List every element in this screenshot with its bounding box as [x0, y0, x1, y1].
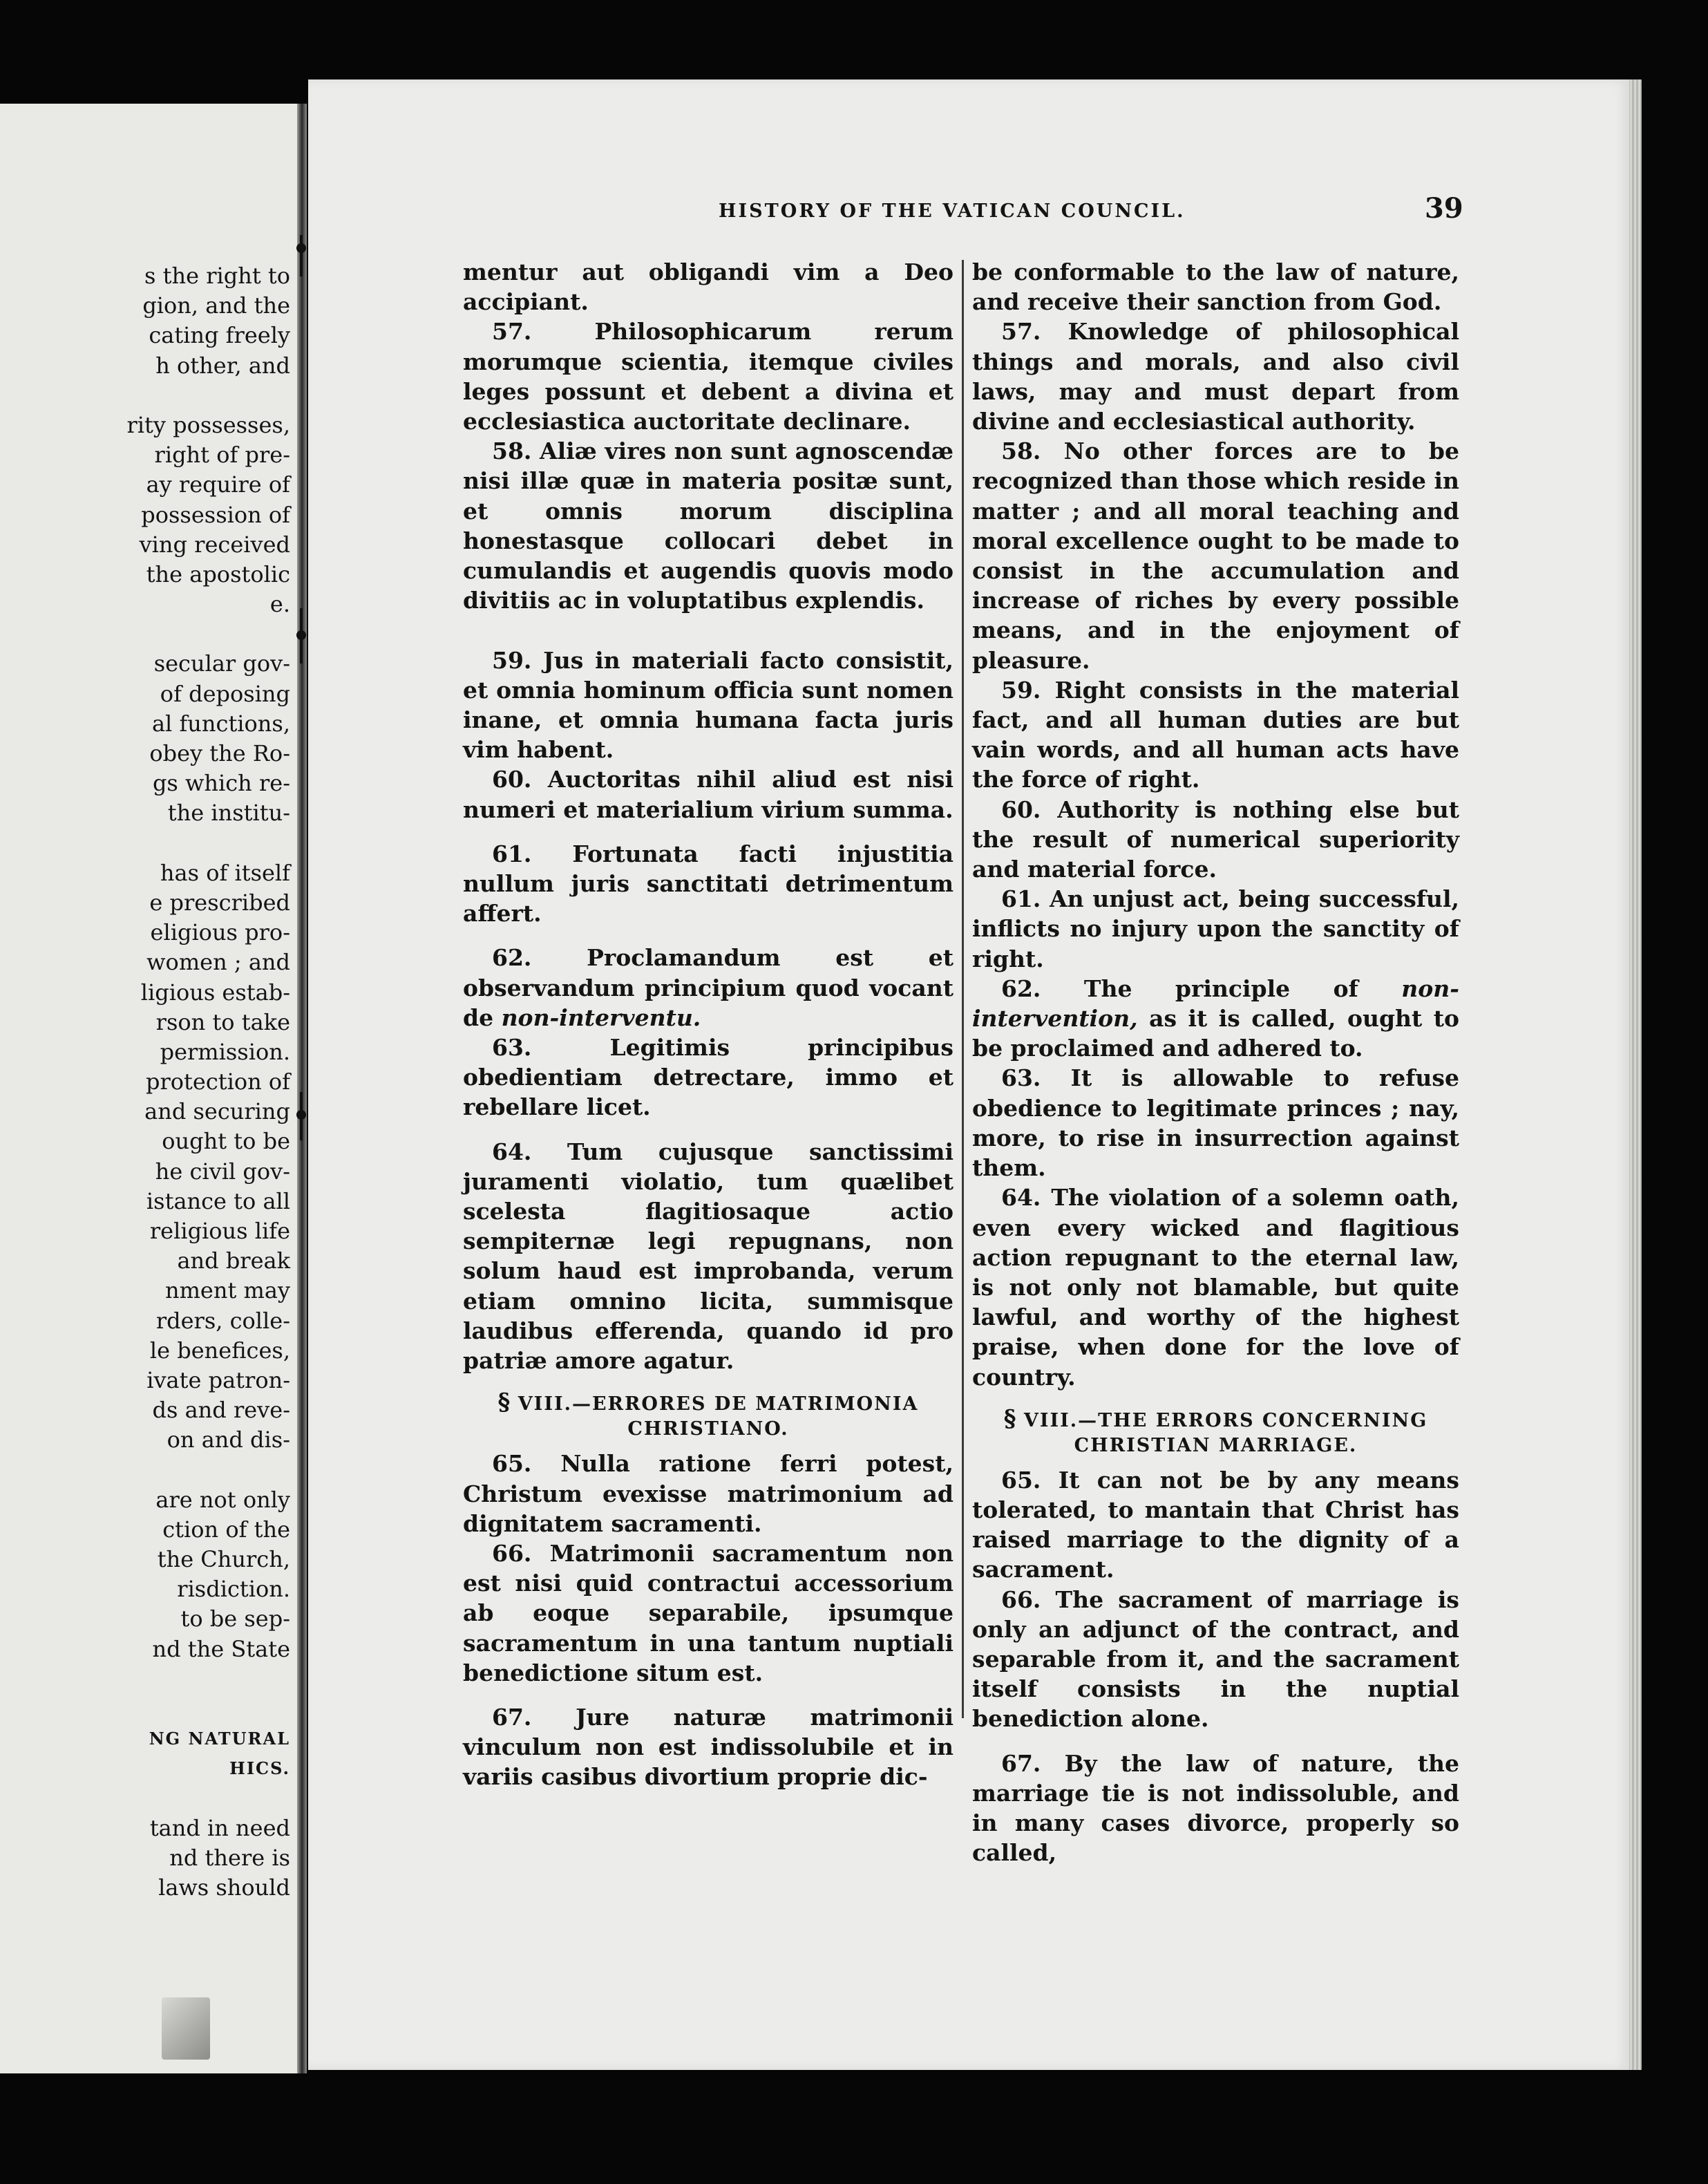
previous-page-line: cating freely [149, 322, 290, 349]
previous-page-line: al functions, [151, 710, 290, 737]
previous-page-line: has of itself [160, 859, 290, 886]
previous-page-line: h other, and [155, 352, 290, 379]
previous-page-line: of deposing [160, 680, 290, 707]
previous-page-line: and securing [144, 1098, 290, 1125]
latin-paragraph-62-italic: non-interventu. [501, 1004, 701, 1031]
previous-page-line [0, 1664, 290, 1694]
previous-page-line: rson to take [155, 1008, 290, 1035]
previous-page [0, 104, 303, 2073]
page-corner-scrap [162, 1997, 210, 2060]
latin-paragraph-64: 64. Tum cujusque sanctissimi juramenti violatio, tum quælibet scelesta flagitiosaque actio sempiternæ legi repugnans, non solum haud est improbanda, verum etiam omnino licita, summisque laudibus efferenda, quando id pro patriæ amore agatur. [463, 1138, 953, 1375]
english-paragraph-58: 58. No other forces are to be recognized than those which reside in matter ; and all moral teaching and moral excellence ought to be made to consist in the accumulation and increase of riches by every possible means, and in the enjoyment of pleasure. [972, 437, 1459, 674]
previous-page-line: to be sep- [180, 1606, 290, 1632]
previous-page-line: ligious estab- [140, 979, 290, 1006]
previous-page-line: ds and reve- [152, 1397, 290, 1424]
english-section-heading [972, 1406, 1459, 1458]
binding-thread [300, 235, 303, 276]
binding-knot [296, 630, 306, 640]
previous-page-line: are not only [155, 1486, 290, 1513]
previous-page-line: gs which re- [152, 770, 290, 797]
previous-page-line: gion, and the [142, 292, 290, 319]
latin-paragraph-59: 59. Jus in materiali facto consistit, et omnia hominum officia sunt nomen inane, et omnia humana facta juris vim habent. [463, 646, 953, 764]
latin-paragraph-56-continued: mentur aut obligandi vim a Deo accipiant. [463, 258, 953, 316]
previous-page-line: eligious pro- [150, 919, 290, 946]
latin-paragraph-67: 67. Jure naturæ matrimonii vinculum non est indissolubile et in variis casibus divortium proprie dic- [463, 1703, 953, 1791]
english-paragraph-63: 63. It is allowable to refuse obedience to legitimate princes ; nay, more, to rise in insurrection against them. [972, 1064, 1459, 1182]
previous-page-line: nd the State [152, 1635, 290, 1662]
previous-page-line: ving received [139, 531, 290, 558]
latin-column [463, 257, 953, 1792]
previous-page-line: on and dis- [167, 1427, 290, 1453]
latin-paragraph-58: 58. Aliæ vires non sunt agnoscendæ nisi illæ quæ in materia positæ sunt, et omnis morum disciplina honestasque collocari debet in cumulandis et augendis quovis modo divitiis ac in voluptatibus explendis. [463, 437, 953, 614]
page-number: 39 [1425, 192, 1463, 225]
previous-page-line: protection of [145, 1069, 290, 1095]
latin-paragraph-60: 60. Auctoritas nihil aliud est nisi numeri et materialium virium summa. [463, 766, 953, 823]
english-column [972, 257, 1459, 1867]
previous-page-line: he civil gov- [155, 1158, 290, 1185]
latin-paragraph-63: 63. Legitimis principibus obedientiam detrectare, immo et rebellare licet. [463, 1034, 953, 1121]
previous-page-line: nd there is [169, 1844, 290, 1871]
previous-page-line: ction of the [162, 1516, 290, 1543]
previous-page-line: possession of [141, 501, 290, 528]
latin-paragraph-62-text: 62. Proclamandum est et observandum principium quod vocant de [463, 944, 953, 1031]
previous-page-line: permission. [160, 1038, 290, 1065]
previous-page-line: NG NATURAL [149, 1729, 290, 1749]
binding-knot [296, 1110, 306, 1120]
previous-page-line: ivate patron- [146, 1366, 290, 1393]
previous-page-line: secular gov- [153, 650, 290, 677]
latin-section-title: VIII.—ERRORES DE MATRIMONIA CHRISTIANO. [518, 1393, 919, 1440]
latin-paragraph-66: 66. Matrimonii sacramentum non est nisi quid contractui accessorium ab eoque separabile, ipsumque sacramentum in una tantum nuptiali benedictione situm est. [463, 1539, 953, 1686]
previous-page-line: ay require of [146, 471, 290, 498]
book-gutter [297, 104, 307, 2073]
latin-section-mark: § [497, 1388, 511, 1417]
previous-page-line: the Church, [157, 1546, 290, 1573]
binding-knot [296, 243, 306, 253]
running-head: HISTORY OF THE VATICAN COUNCIL. [719, 200, 1186, 222]
english-paragraph-59: 59. Right consists in the material fact, and all human duties are but vain words, and all human acts have the force of right. [972, 676, 1459, 793]
previous-page-line: and break [177, 1248, 290, 1274]
previous-page-line [0, 1784, 290, 1814]
english-paragraph-64: 64. The violation of a solemn oath, even every wicked and flagitious action repugnant to the eternal law, is not only not blamable, but quite lawful, and worthy of the highest praise, when done for the love of country. [972, 1184, 1459, 1391]
previous-page-line: right of pre- [154, 442, 290, 469]
previous-page-line: religious life [149, 1218, 290, 1244]
previous-page-line [0, 381, 290, 411]
english-paragraph-61: 61. An unjust act, being successful, inflicts no injury upon the sanctity of right. [972, 885, 1459, 972]
previous-page-line [0, 829, 290, 858]
previous-page-line: ought to be [162, 1128, 290, 1155]
latin-section-heading [463, 1390, 953, 1442]
latin-paragraph-65: 65. Nulla ratione ferri potest, Christum evexisse matrimonium ad dignitatem sacramenti. [463, 1450, 953, 1537]
previous-page-line: risdiction. [177, 1576, 290, 1603]
english-paragraph-62-text: 62. The principle of [1001, 975, 1402, 1002]
previous-page-line [0, 1694, 290, 1724]
page-stack-edge [1629, 79, 1642, 2070]
english-paragraph-62-italic: non-intervention, [972, 975, 1459, 1033]
previous-page-line [0, 1456, 290, 1485]
previous-page-line: the institu- [167, 800, 290, 827]
previous-page-line: le benefices, [149, 1337, 290, 1364]
english-paragraph-66: 66. The sacrament of marriage is only an adjunct of the contract, and separable from it, and the sacrament itself consists in the nuptial benediction alone. [972, 1585, 1459, 1733]
latin-paragraph-57: 57. Philosophicarum rerum morumque scientia, itemque civiles leges possunt et debent a divina et ecclesiastica auctoritate declinare. [463, 318, 953, 435]
english-paragraph-56-continued: be conformable to the law of nature, and receive their sanction from God. [972, 258, 1459, 316]
previous-page-line: tand in need [149, 1814, 290, 1841]
previous-page-line [0, 619, 290, 649]
latin-paragraph-62 [463, 943, 953, 1033]
previous-page-line: rders, colle- [155, 1307, 290, 1334]
english-paragraph-62 [972, 974, 1459, 1064]
english-paragraph-67: 67. By the law of nature, the marriage tie is not indissoluble, and in many cases divorce, properly so called, [972, 1749, 1459, 1867]
english-paragraph-65: 65. It can not be by any means tolerated, to mantain that Christ has raised marriage to the dignity of a sacrament. [972, 1466, 1459, 1583]
previous-page-line: laws should [158, 1874, 290, 1901]
previous-page-line: HICS. [229, 1758, 290, 1779]
english-paragraph-57: 57. Knowledge of philosophical things and morals, and also civil laws, may and must depart from divine and ecclesiastical authority. [972, 318, 1459, 435]
english-section-title: VIII.—THE ERRORS CONCERNING CHRISTIAN MARRIAGE. [1023, 1409, 1428, 1456]
english-paragraph-62-end: as it is called, ought to be proclaimed and adhered to. [972, 1005, 1459, 1062]
previous-page-line: nment may [164, 1277, 290, 1304]
previous-page-line: e prescribed [149, 889, 290, 916]
previous-page-text [0, 261, 290, 1903]
english-paragraph-60: 60. Authority is nothing else but the result of numerical superiority and material force. [972, 796, 1459, 883]
previous-page-line: women ; and [146, 949, 290, 976]
previous-page-line: e. [269, 591, 290, 618]
latin-paragraph-61: 61. Fortunata facti injustitia nullum juris sanctitati detrimentum affert. [463, 840, 953, 928]
previous-page-line: s the right to [144, 263, 290, 289]
column-rule [962, 260, 964, 1718]
previous-page-line: the apostolic [146, 561, 290, 587]
english-section-mark: § [1003, 1404, 1016, 1433]
previous-page-line: rity possesses, [126, 411, 290, 438]
previous-page-line: istance to all [146, 1187, 290, 1214]
previous-page-line: obey the Ro- [149, 740, 290, 766]
